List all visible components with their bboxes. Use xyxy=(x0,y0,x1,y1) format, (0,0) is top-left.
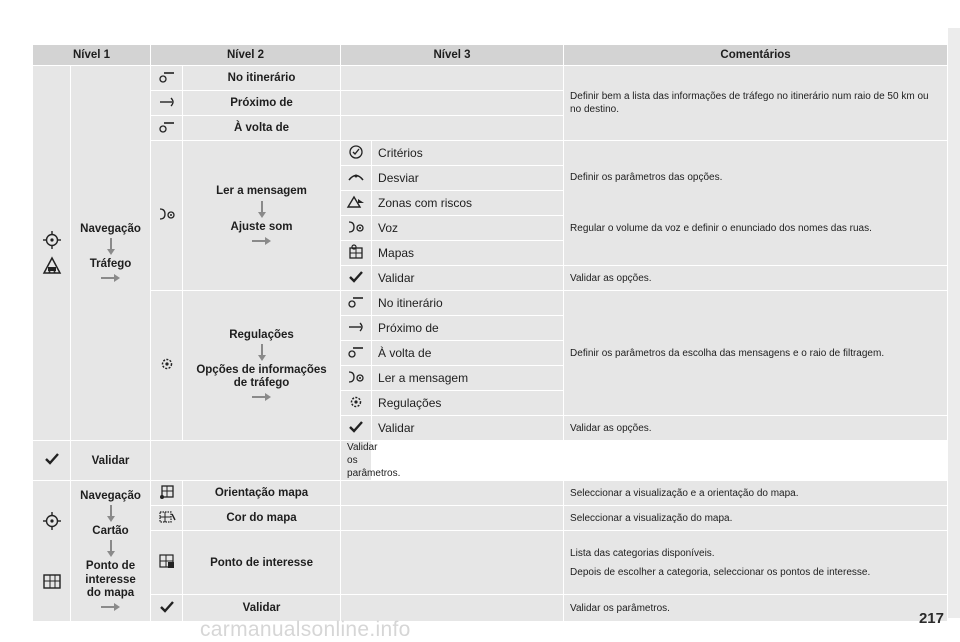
check-icon xyxy=(349,271,363,283)
arrow-down-icon xyxy=(106,540,116,558)
option-voice[interactable]: Voz xyxy=(372,216,564,241)
table-row xyxy=(33,481,948,506)
arrow-down-icon xyxy=(257,201,267,219)
map-orientation-comment: Seleccionar a visualização e a orientação do mapa. xyxy=(564,481,948,506)
empty-cell xyxy=(341,91,564,116)
poi-comment-1: Lista das categorias disponíveis. xyxy=(570,547,715,559)
criteria-icon-cell xyxy=(341,141,372,166)
around-icon xyxy=(158,120,176,134)
option-route[interactable]: No itinerário xyxy=(372,291,564,316)
empty-cell xyxy=(341,506,564,531)
voice-icon xyxy=(347,220,365,234)
maps-icon-cell xyxy=(341,241,372,266)
arrow-down-icon xyxy=(106,238,116,256)
traffic-icon xyxy=(42,256,62,276)
risk-zones-icon xyxy=(347,195,365,209)
voice-icon xyxy=(347,370,365,384)
arrow-down-icon xyxy=(257,344,267,362)
traffic-validate-button[interactable]: Validar xyxy=(71,441,151,481)
level2-settings xyxy=(183,291,341,441)
check-icon-cell xyxy=(341,416,372,441)
level2-map-orientation[interactable]: Orientação mapa xyxy=(183,481,341,506)
around-icon-cell xyxy=(341,341,372,366)
route-icon xyxy=(158,70,176,84)
settings-validate-comment: Validar as opções. xyxy=(564,416,948,441)
header-comments: Comentários xyxy=(564,45,948,66)
maps-icon xyxy=(348,244,364,260)
level2-sound-adjust-label: Ajuste som xyxy=(230,220,293,233)
navigation-icon xyxy=(42,230,62,250)
table-row xyxy=(33,291,948,316)
table-row xyxy=(33,506,948,531)
level2-read-label[interactable]: Ler a mensagem xyxy=(216,185,307,198)
arrow-right-icon xyxy=(101,602,121,612)
voice-icon xyxy=(158,207,176,221)
check-icon-cell xyxy=(33,441,71,481)
arrow-down-icon xyxy=(106,505,116,523)
option-settings[interactable]: Regulações xyxy=(372,391,564,416)
level1-navigation-label: Navegação xyxy=(80,489,141,502)
level1-traffic-icons xyxy=(33,66,71,441)
level2-map-color[interactable]: Cor do mapa xyxy=(183,506,341,531)
map-validate-comment: Validar os parâmetros. xyxy=(564,595,948,622)
empty-cell xyxy=(341,116,564,141)
arrow-right-icon xyxy=(252,236,272,246)
watermark: carmanualsonline.info xyxy=(200,618,411,641)
read-comments xyxy=(564,141,948,266)
navigation-icon xyxy=(42,511,62,531)
level1-map-icons xyxy=(33,481,71,622)
around-icon-cell xyxy=(151,116,183,141)
read-comment-2: Regular o volume da voz e definir o enunciado dos nomes das ruas. xyxy=(570,223,872,234)
read-validate-comment: Validar as opções. xyxy=(564,266,948,291)
voice-icon-cell xyxy=(341,216,372,241)
settings-comment: Definir os parâmetros da escolha das mensagens e o raio de filtragem. xyxy=(564,291,948,416)
map-color-icon-cell xyxy=(151,506,183,531)
header-level2: Nível 2 xyxy=(151,45,341,66)
settings-validate-button[interactable]: Validar xyxy=(372,416,564,441)
around-icon xyxy=(347,345,365,359)
check-icon-cell xyxy=(341,266,372,291)
table-header-row xyxy=(33,45,948,66)
route-icon-cell xyxy=(151,66,183,91)
level1-traffic-label: Tráfego xyxy=(89,258,132,270)
route-icon xyxy=(347,295,365,309)
empty-cell xyxy=(341,66,564,91)
level2-settings-label[interactable]: Regulações xyxy=(229,328,294,341)
option-read-message[interactable]: Ler a mensagem xyxy=(372,366,564,391)
table-row xyxy=(33,595,948,622)
option-maps[interactable]: Mapas xyxy=(372,241,564,266)
check-icon xyxy=(349,421,363,433)
table-row xyxy=(33,141,948,166)
check-icon xyxy=(45,453,59,465)
map-orientation-icon-cell xyxy=(151,481,183,506)
ahead-icon-cell xyxy=(151,91,183,116)
option-ahead[interactable]: Próximo de xyxy=(372,316,564,341)
table-row xyxy=(33,66,948,91)
arrow-right-icon xyxy=(101,273,121,283)
level1-map-label: Cartão xyxy=(92,525,129,538)
level1-map-path xyxy=(71,481,151,622)
settings-icon xyxy=(348,394,364,410)
criteria-icon xyxy=(347,144,365,160)
level2-read-message xyxy=(183,141,341,291)
map-color-comment: Seleccionar a visualização do mapa. xyxy=(564,506,948,531)
table-row xyxy=(33,531,948,595)
ahead-icon-cell xyxy=(341,316,372,341)
route-icon-cell xyxy=(341,291,372,316)
ahead-icon xyxy=(158,95,176,109)
level2-traffic-options-label: Opções de informações de tráfego xyxy=(196,363,327,390)
empty-cell xyxy=(341,531,564,595)
table-row xyxy=(33,441,948,481)
settings-icon xyxy=(159,356,175,372)
level2-poi[interactable]: Ponto de interesse xyxy=(183,531,341,595)
read-comment-1: Definir os parâmetros das opções. xyxy=(570,172,723,183)
empty-cell xyxy=(341,481,564,506)
voice-icon-cell xyxy=(341,366,372,391)
level2-ahead-label[interactable]: Próximo de xyxy=(183,91,341,116)
risk-zones-icon-cell xyxy=(341,191,372,216)
map-validate-button[interactable]: Validar xyxy=(183,595,341,622)
level1-poi-label: Ponto de interesse do mapa xyxy=(85,560,136,599)
option-criteria[interactable]: Critérios xyxy=(372,141,564,166)
ahead-icon xyxy=(347,320,365,334)
map-icon xyxy=(42,571,62,591)
poi-icon-cell xyxy=(151,531,183,595)
poi-comments xyxy=(564,531,948,595)
header-level3: Nível 3 xyxy=(341,45,564,66)
map-color-icon xyxy=(158,509,176,525)
option-around[interactable]: À volta de xyxy=(372,341,564,366)
settings-icon-cell xyxy=(341,391,372,416)
route-comment: Definir bem a lista das informações de tráfego no itinerário num raio de 50 km ou no destino. xyxy=(564,66,948,141)
check-icon xyxy=(160,601,174,613)
page-edge-tab xyxy=(948,28,960,618)
header-level1: Nível 1 xyxy=(33,45,151,66)
check-icon-cell xyxy=(151,595,183,622)
level2-around-label[interactable]: À volta de xyxy=(183,116,341,141)
arrow-right-icon xyxy=(252,392,272,402)
map-orientation-icon xyxy=(159,484,175,500)
traffic-validate-comment: Validar os parâmetros. xyxy=(341,441,372,481)
level1-navigation-label: Navegação xyxy=(80,222,141,235)
read-validate-button[interactable]: Validar xyxy=(372,266,564,291)
page-number: 217 xyxy=(918,610,944,627)
detour-icon xyxy=(347,170,365,184)
option-risk-zones[interactable]: Zonas com riscos xyxy=(372,191,564,216)
detour-icon-cell xyxy=(341,166,372,191)
level1-traffic-path xyxy=(71,66,151,441)
poi-icon xyxy=(158,552,176,570)
voice-icon-cell xyxy=(151,141,183,291)
level2-route-label[interactable]: No itinerário xyxy=(183,66,341,91)
empty-cell xyxy=(151,441,341,481)
option-detour[interactable]: Desviar xyxy=(372,166,564,191)
menu-table xyxy=(32,44,948,622)
settings-icon-cell xyxy=(151,291,183,441)
poi-comment-2: Depois de escolher a categoria, seleccionar os pontos de interesse. xyxy=(570,566,871,578)
